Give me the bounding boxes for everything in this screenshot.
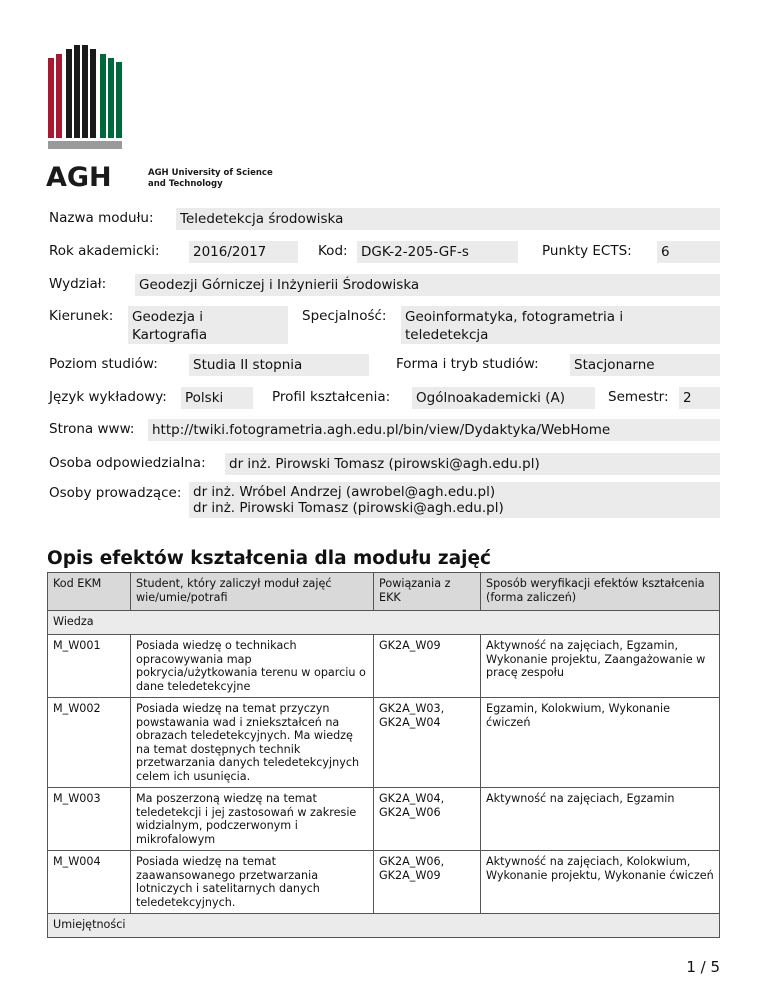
row-ekk: GK2A_W09: [374, 635, 481, 698]
lecturers-label: Osoby prowadzące:: [49, 485, 182, 501]
page-number: 1 / 5: [686, 958, 720, 976]
section-row-wiedza: [48, 611, 720, 635]
faculty-label: Wydział:: [49, 276, 107, 292]
learning-outcomes-table: [47, 572, 720, 938]
specialty-value: [401, 306, 720, 344]
row-description: Posiada wiedzę o technikach opracowywania map pokrycia/użytkowania terenu w oparciu o dane teledetekcyjne: [131, 635, 374, 698]
section-umiejetnosci: Umiejętności: [48, 914, 720, 938]
field-value-line2: Kartografia: [132, 327, 208, 343]
row-code: M_W002: [48, 698, 131, 788]
logo-line1: AGH University of Science: [148, 168, 273, 178]
code-label: Kod:: [318, 243, 348, 259]
academic-year-value: 2016/2017: [189, 241, 298, 263]
row-description: Posiada wiedzę na temat zaawansowanego przetwarzania lotniczych i satelitarnych danych teledetekcyjnych.: [131, 851, 374, 914]
row-code: M_W003: [48, 788, 131, 851]
table-row: [48, 698, 720, 788]
code-value: DGK-2-205-GF-s: [357, 241, 518, 263]
section-title: Opis efektów kształcenia dla modułu zajęć: [47, 548, 492, 569]
study-level-value: Studia II stopnia: [189, 354, 369, 376]
row-code: M_W001: [48, 635, 131, 698]
table-row: [48, 635, 720, 698]
semester-value: 2: [679, 387, 720, 409]
header-student: Student, który zaliczył moduł zajęć wie/umie/potrafi: [131, 573, 374, 611]
section-wiedza: Wiedza: [48, 611, 720, 635]
study-level-label: Poziom studiów:: [49, 356, 158, 372]
specialty-value-line2: teledetekcja: [405, 327, 489, 343]
language-value: Polski: [181, 387, 253, 409]
lecturer-1: dr inż. Wróbel Andrzej (awrobel@agh.edu.pl): [193, 484, 496, 500]
header-code: Kod EKM: [48, 573, 131, 611]
specialty-label: Specjalność:: [302, 308, 387, 324]
language-label: Język wykładowy:: [49, 389, 167, 405]
ects-value: 6: [657, 241, 720, 263]
field-value-line1: Geodezja i: [132, 309, 204, 325]
table-row: [48, 851, 720, 914]
ects-label: Punkty ECTS:: [542, 243, 632, 259]
module-name-label: Nazwa modułu:: [49, 210, 154, 226]
section-row-umiejetnosci: [48, 914, 720, 938]
logo-line2: and Technology: [148, 179, 223, 189]
responsible-value: dr inż. Pirowski Tomasz (pirowski@agh.edu.pl): [225, 453, 720, 475]
row-ekk: GK2A_W04, GK2A_W06: [374, 788, 481, 851]
field-value: [128, 306, 288, 344]
website-label: Strona www:: [49, 421, 135, 437]
row-verification: Aktywność na zajęciach, Egzamin: [481, 788, 720, 851]
row-verification: Aktywność na zajęciach, Kolokwium, Wykonanie projektu, Wykonanie ćwiczeń: [481, 851, 720, 914]
responsible-label: Osoba odpowiedzialna:: [49, 455, 206, 471]
table-row: [48, 788, 720, 851]
lecturers-value: [189, 482, 720, 518]
row-description: Posiada wiedzę na temat przyczyn powstawania wad i zniekształceń na obrazach teledetekcyjnych. Ma wiedzę na temat dostępnych technik przetwarzania danych teledetekcyjnych celem ich usunięcia.: [131, 698, 374, 788]
row-verification: Aktywność na zajęciach, Egzamin, Wykonanie projektu, Zaangażowanie w pracę zespołu: [481, 635, 720, 698]
row-ekk: GK2A_W06, GK2A_W09: [374, 851, 481, 914]
academic-year-label: Rok akademicki:: [49, 243, 160, 259]
website-link[interactable]: http://twiki.fotogrametria.agh.edu.pl/bin/view/Dydaktyka/WebHome: [148, 419, 720, 441]
row-code: M_W004: [48, 851, 131, 914]
header-ekk: Powiązania z EKK: [374, 573, 481, 611]
field-label: Kierunek:: [49, 308, 114, 324]
row-verification: Egzamin, Kolokwium, Wykonanie ćwiczeń: [481, 698, 720, 788]
specialty-value-line1: Geoinformatyka, fotogrametria i: [405, 309, 624, 325]
agh-emblem-icon: [44, 45, 290, 191]
study-mode-label: Forma i tryb studiów:: [396, 356, 539, 372]
row-ekk: GK2A_W03, GK2A_W04: [374, 698, 481, 788]
study-mode-value: Stacjonarne: [570, 354, 720, 376]
profile-label: Profil kształcenia:: [272, 389, 391, 405]
header-verification: Sposób weryfikacji efektów kształcenia (forma zaliczeń): [481, 573, 720, 611]
faculty-value: Geodezji Górniczej i Inżynierii Środowiska: [135, 274, 720, 296]
table-header-row: [48, 573, 720, 611]
agh-logo: [44, 45, 290, 191]
module-name-value: Teledetekcja środowiska: [176, 208, 720, 230]
profile-value: Ogólnoakademicki (A): [412, 387, 595, 409]
semester-label: Semestr:: [608, 389, 669, 405]
row-description: Ma poszerzoną wiedzę na temat teledetekcji i jej zastosowań w zakresie widzialnym, podczerwonym i mikrofalowym: [131, 788, 374, 851]
logo-wordmark: AGH: [46, 162, 112, 191]
lecturer-2: dr inż. Pirowski Tomasz (pirowski@agh.edu.pl): [193, 500, 504, 516]
